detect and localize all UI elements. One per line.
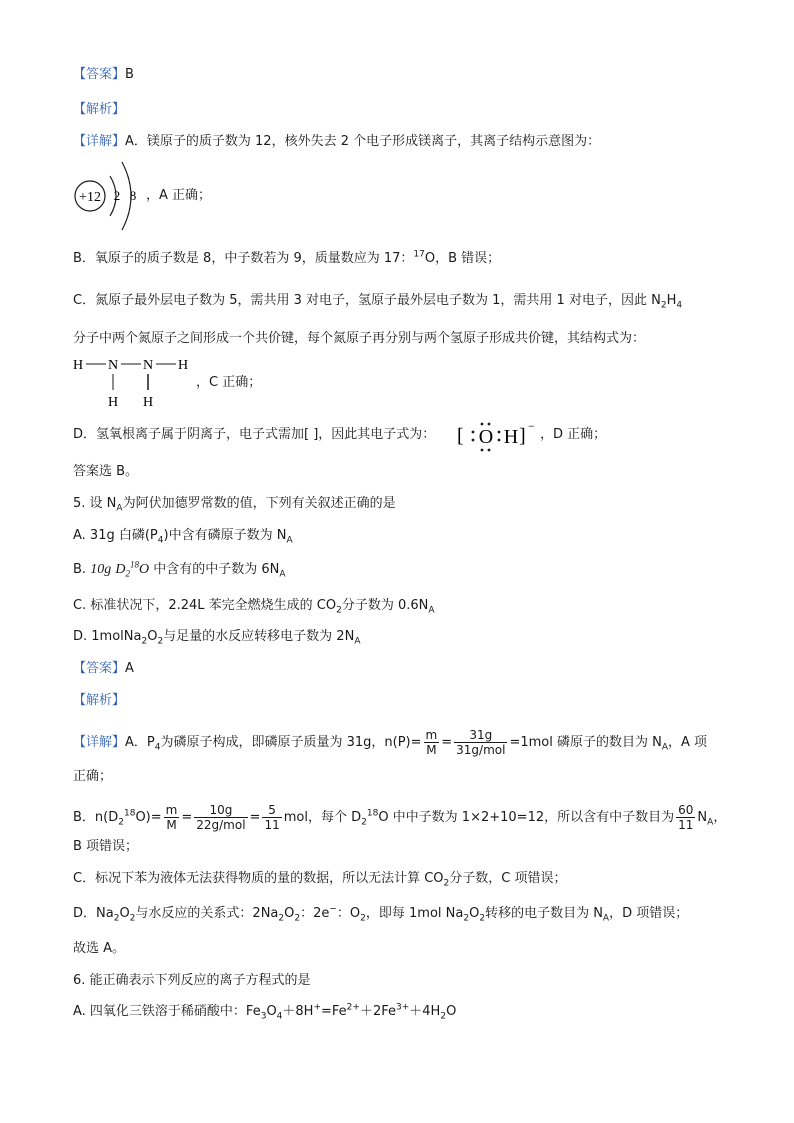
superscript: − xyxy=(329,904,337,915)
numerator: 5 xyxy=(268,803,276,817)
element-symbol: O xyxy=(424,251,436,266)
mass-number: 17 xyxy=(413,249,425,260)
denominator: 11 xyxy=(264,818,280,832)
superscript: + xyxy=(313,1002,321,1013)
relation-text: ：2e xyxy=(300,906,330,921)
subscript: A xyxy=(279,569,286,580)
q4-detail-b xyxy=(73,250,500,268)
detail-text: 分子数，C 项错误； xyxy=(449,871,567,886)
option-text: 中含有的中子数为 6N xyxy=(149,562,280,577)
equation-text: ＋8H xyxy=(282,1004,314,1019)
equals: = xyxy=(441,735,453,750)
d-tail: ，D 正确； xyxy=(540,427,607,442)
subscript: 2 xyxy=(157,636,164,647)
q5-detail-a-cont: 正确； xyxy=(73,769,113,784)
stem-text: 5. 设 N xyxy=(73,496,117,511)
svg-text:]: ] xyxy=(519,425,526,447)
superscript: 18 xyxy=(123,808,136,819)
hydrogen-symbol: H xyxy=(503,426,519,448)
detail-text: B．n(D xyxy=(73,810,119,825)
hydroxide-electron-formula xyxy=(455,418,539,454)
numerator: 60 xyxy=(678,803,694,817)
option-text: A. 四氧化三铁溶于稀硝酸中：Fe xyxy=(73,1004,261,1019)
q5-option-d xyxy=(73,628,360,646)
q5-detail-b: B．$n(D_2^{18}O)=$ $\frac{m}{M}$ = $\frac{10g}{\text{22g/mol}}$ = $\frac{5}{11}$ mol，每个 $D_2^{18}O$ 中中子数为 1×2+10=12，所以含有中子数目为 $\frac{60}{11}$ $N_A$， xyxy=(73,803,727,832)
q6-stem: 6. 能正确表示下列反应的离子方程式的是 xyxy=(73,973,311,988)
q4-answer-line xyxy=(73,66,134,84)
numerator: m xyxy=(165,803,178,817)
denominator: 31g/mol xyxy=(456,743,506,757)
detail-text: ，D 项错误； xyxy=(609,906,689,921)
h-atom: H xyxy=(142,395,154,410)
option-text: D. 1molNa xyxy=(73,629,142,644)
formula-o: O xyxy=(147,629,158,644)
charge: − xyxy=(528,419,535,433)
option-label: B. xyxy=(73,562,87,577)
q4-detail-c1 xyxy=(73,292,682,310)
formula-h: H xyxy=(666,293,677,308)
subscript: A xyxy=(707,817,714,828)
n2h4-structure-diagram xyxy=(70,352,200,412)
q4-detail-d xyxy=(73,426,435,444)
subscript: 2 xyxy=(463,913,470,924)
shell-2-count: 8 xyxy=(129,188,137,203)
formula-o: O xyxy=(266,1004,277,1019)
q4-detail-c2: 分子中两个氮原子之间形成一个共价键，每个氮原子再分别与两个氢原子形成共价键，其结构式为： xyxy=(73,331,646,346)
detail-text: C．标况下苯为液体无法获得物质的量的数据，所以无法计算 CO xyxy=(73,871,444,886)
detail-text: O 中中子数为 1×2+10=12，所以含有中子数目为 xyxy=(378,810,675,825)
q5-stem xyxy=(73,495,396,513)
formula-o: O xyxy=(119,906,130,921)
subscript: 2 xyxy=(141,636,148,647)
detail-c-text: C．氮原子最外层电子数为 5，需共用 3 对电子，氢原子最外层电子数为 1，需共用 1 对电子，因此 N xyxy=(73,293,661,308)
n-atom: N xyxy=(142,358,154,373)
subscript: A xyxy=(354,636,361,647)
subscript: 2 xyxy=(440,1011,447,1022)
mg-tail: ，A 正确； xyxy=(146,188,212,203)
option-text: C. 标准状况下，2.24L 苯完全燃烧生成的 CO xyxy=(73,598,337,613)
oxygen-symbol: O xyxy=(478,426,494,448)
mass-value: 10g xyxy=(90,562,112,577)
subscript: 2 xyxy=(125,568,130,579)
subscript: A xyxy=(602,913,610,924)
q4-detail-a xyxy=(73,133,600,151)
option-text: 与足量的水反应转移电子数为 2N xyxy=(163,629,355,644)
q5-detail-b-cont: B 项错误； xyxy=(73,839,139,854)
option-text: 分子数为 0.6N xyxy=(341,598,429,613)
nucleus-label: +12 xyxy=(79,190,101,205)
subscript: 2 xyxy=(660,300,667,311)
fraction-mass-over-molar xyxy=(454,728,507,757)
svg-text:[: [ xyxy=(457,425,464,447)
equation-text: ＋4H xyxy=(409,1004,441,1019)
superscript: 3+ xyxy=(396,1002,410,1013)
detail-text: ， xyxy=(713,810,727,825)
h-atom: H xyxy=(177,358,189,373)
superscript: 18 xyxy=(366,808,379,819)
subscript: 2 xyxy=(336,605,342,616)
subscript: A xyxy=(428,605,435,616)
detail-a-text: A．镁原子的质子数为 12，核外失去 2 个电子形成镁离子，其离子结构示意图为： xyxy=(125,134,601,149)
answer-tag: 【答案】 xyxy=(73,661,126,676)
q4-conclusion: 答案选 B。 xyxy=(73,464,139,479)
answer-value: A xyxy=(125,661,134,676)
q5-option-b xyxy=(73,561,286,579)
subscript: A xyxy=(661,742,668,753)
avogadro-n: N xyxy=(697,810,708,825)
unit: mol xyxy=(283,810,308,825)
subscript: A xyxy=(286,535,293,546)
detail-text: 转移的电子数目为 N xyxy=(485,906,603,921)
detail-text: D．Na xyxy=(73,906,114,921)
detail-text: 为磷原子构成，即磷原子质量为 31g，n(P)= xyxy=(160,735,422,750)
q5-detail-c xyxy=(73,870,566,888)
fraction-m-over-M xyxy=(164,803,180,832)
q5-detail-a xyxy=(73,728,707,757)
subscript: 4 xyxy=(157,535,164,546)
detail-tag: 【详解】 xyxy=(73,134,126,149)
subscript: A xyxy=(116,503,123,514)
stem-text: 为阿伏加德罗常数的值，下列有关叙述正确的是 xyxy=(122,496,396,511)
detail-text: =1mol 磷原子的数目为 N xyxy=(509,735,662,750)
numerator: 31g xyxy=(469,728,493,742)
subscript: 2 xyxy=(113,913,120,924)
numerator: 10g xyxy=(209,803,233,817)
equation-text: ＋2Fe xyxy=(359,1004,396,1019)
subscript: 2 xyxy=(479,913,486,924)
relation-text: 2Na xyxy=(252,906,279,921)
option-text: A. 31g 白磷(P xyxy=(73,528,158,543)
subscript: 2 xyxy=(361,817,367,828)
fraction-m-over-M xyxy=(424,728,440,757)
subscript: 2 xyxy=(443,878,450,889)
denominator: M xyxy=(426,743,437,757)
equation-text: O xyxy=(446,1004,457,1019)
detail-b-tail: ，B 错误； xyxy=(435,251,501,266)
relation-text: ：O xyxy=(336,906,361,921)
formula-d: D xyxy=(115,562,126,577)
detail-text: 与水反应的关系式： xyxy=(135,906,253,921)
subscript: 4 xyxy=(276,1011,283,1022)
subscript: 3 xyxy=(260,1011,267,1022)
subscript: 2 xyxy=(360,913,366,924)
superscript: 2+ xyxy=(346,1002,360,1013)
q5-option-c xyxy=(73,597,435,615)
analysis-tag: 【解析】 xyxy=(73,102,126,117)
detail-text: A．P xyxy=(125,735,155,750)
denominator: 11 xyxy=(678,818,694,832)
analysis-tag: 【解析】 xyxy=(73,693,126,708)
equation-text: =Fe xyxy=(321,1004,347,1019)
formula-o: O xyxy=(284,906,295,921)
formula-o: O xyxy=(138,562,150,577)
shell-1-count: 2 xyxy=(113,188,121,203)
option-text: )中含有磷原子数为 N xyxy=(163,528,287,543)
fraction-5-over-11 xyxy=(262,803,281,832)
detail-text: ，即每 1mol Na xyxy=(365,906,464,921)
h-atom: H xyxy=(72,358,84,373)
subscript: 2 xyxy=(294,913,301,924)
answer-tag: 【答案】 xyxy=(73,67,126,82)
detail-text: O)= xyxy=(135,810,162,825)
formula-o: O xyxy=(469,906,480,921)
denominator: M xyxy=(166,818,177,832)
detail-text: ，A 项 xyxy=(668,735,708,750)
detail-d-text: D．氢氧根离子属于阴离子，电子式需加[ ]，因此其电子式为： xyxy=(73,427,436,442)
subscript: 4 xyxy=(676,300,683,311)
superscript: 18 xyxy=(129,559,139,570)
subscript: 4 xyxy=(154,742,161,753)
h-atom: H xyxy=(107,395,119,410)
q5-conclusion: 故选 A。 xyxy=(73,941,126,956)
denominator: 22g/mol xyxy=(196,818,246,832)
numerator: m xyxy=(425,728,438,742)
subscript: 2 xyxy=(278,913,285,924)
detail-tag: 【详解】 xyxy=(73,735,126,750)
c-tail: ，C 正确； xyxy=(196,375,262,390)
detail-b-text: B．氧原子的质子数是 8，中子数若为 9，质量数应为 17： xyxy=(73,251,414,266)
subscript: 2 xyxy=(118,817,124,828)
answer-value: B xyxy=(125,67,134,82)
fraction-60-over-11 xyxy=(676,803,695,832)
subscript: 2 xyxy=(129,913,136,924)
detail-text: ，每个 D xyxy=(307,810,362,825)
fraction-mass-over-molar xyxy=(194,803,247,832)
q6-option-a xyxy=(73,1003,456,1021)
q5-detail-d xyxy=(73,905,688,923)
q5-answer-line xyxy=(73,660,134,678)
n-atom: N xyxy=(107,358,119,373)
q5-option-a xyxy=(73,527,293,545)
